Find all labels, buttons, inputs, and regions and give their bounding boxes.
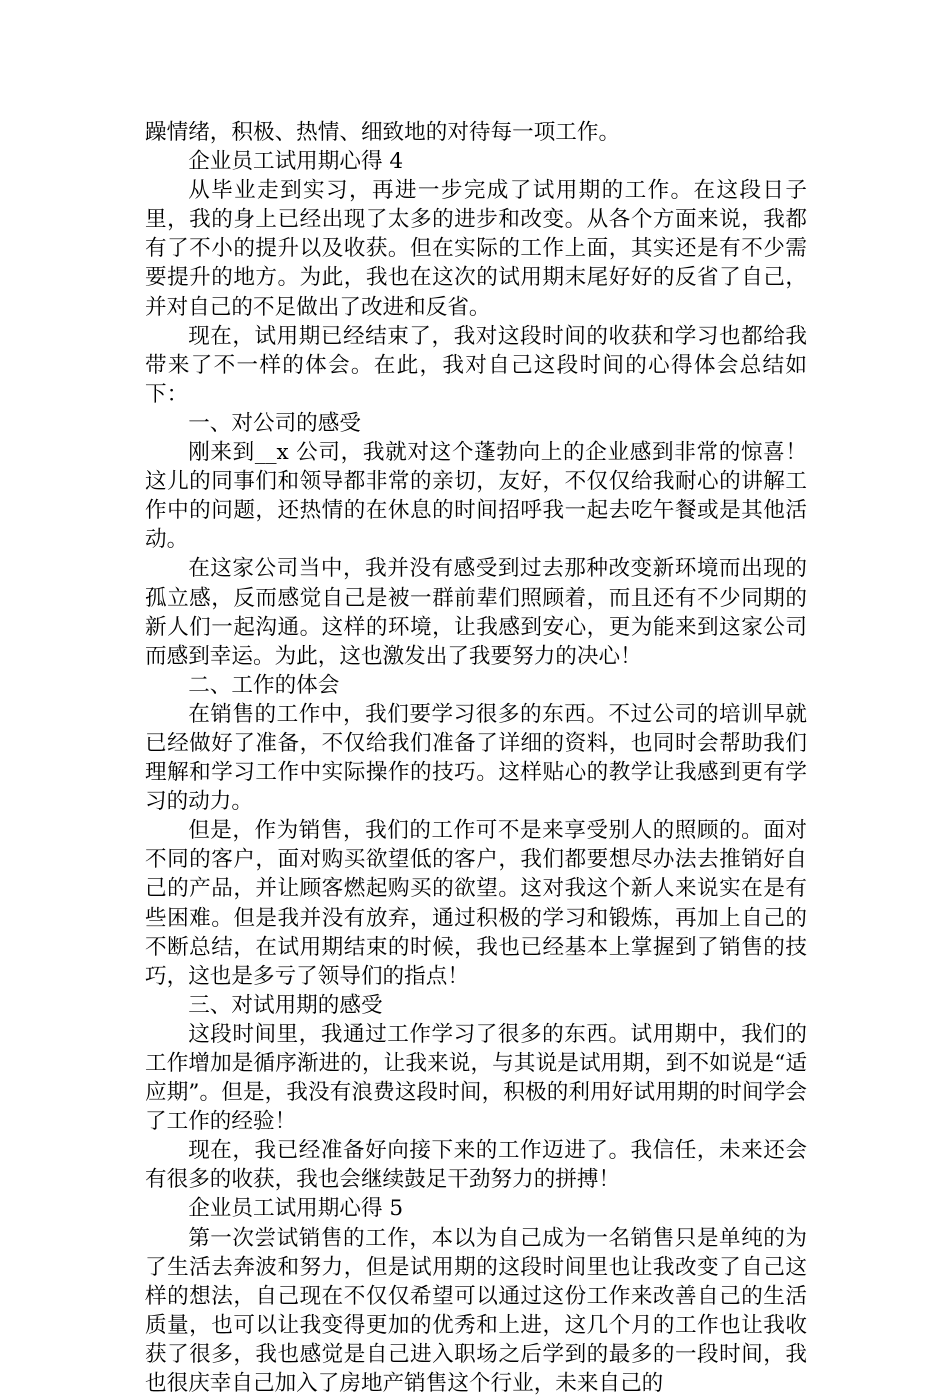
section-heading: 企业员工试用期心得 4 (188, 149, 404, 175)
paragraph: 躁情绪，积极、热情、细致地的对待每一项工作。 (145, 120, 621, 145)
section-heading: 三、对试用期的感受 (188, 992, 383, 1018)
paragraph: 从毕业走到实习，再进一步完成了试用期的工作。在这段日子里，我的身上已经出现了太多的进步和改变。从各个方面来说，我都有了不小的提升以及收获。但在实际的工作上面，其实还是有不少需要提升的地方。为此，我也在这次的试用期末尾好好的反省了自己，并对自己的不足做出了改进和反省。 (145, 178, 807, 320)
paragraph: 刚来到__x 公司，我就对这个蓬勃向上的企业感到非常的惊喜！这儿的同事们和领导都非常的亲切，友好，不仅仅给我耐心的讲解工作中的问题，还热情的在休息的时间招呼我一起去吃午餐或是其他活动。 (145, 440, 807, 553)
document-body (145, 118, 807, 1398)
section-heading: 企业员工试用期心得 5 (188, 1196, 404, 1222)
section-heading: 二、工作的体会 (188, 672, 340, 698)
paragraph: 现在，我已经准备好向接下来的工作迈进了。我信任，未来还会有很多的收获，我也会继续鼓足干劲努力的拼搏！ (145, 1138, 807, 1193)
paragraph: 这段时间里，我通过工作学习了很多的东西。试用期中，我们的工作增加是循序渐进的，让我来说，与其说是试用期，到不如说是“适应期”。但是，我没有浪费这段时间，积极的利用好试用期的时间学会了工作的经验！ (145, 1021, 807, 1135)
paragraph: 在这家公司当中，我并没有感受到过去那种改变新环境而出现的孤立感，反而感觉自己是被一群前辈们照顾着，而且还有不少同期的新人们一起沟通。这样的环境，让我感到安心，更为能来到这家公司而感到幸运。为此，这也激发出了我要努力的决心！ (145, 556, 807, 669)
paragraph: 在销售的工作中，我们要学习很多的东西。不过公司的培训早就已经做好了准备，不仅给我们准备了详细的资料，也同时会帮助我们理解和学习工作中实际操作的技巧。这样贴心的教学让我感到更有学习的动力。 (145, 701, 807, 815)
paragraph: 但是，作为销售，我们的工作可不是来享受别人的照顾的。面对不同的客户，面对购买欲望低的客户，我们都要想尽办法去推销好自己的产品，并让顾客燃起购买的欲望。这对我这个新人来说实在是有些困难。但是我并没有放弃，通过积极的学习和锻炼，再加上自己的不断总结，在试用期结束的时候，我也已经基本上掌握到了销售的技巧，这也是多亏了领导们的指点！ (145, 818, 807, 989)
section-heading: 一、对公司的感受 (188, 410, 361, 436)
paragraph: 第一次尝试销售的工作，本以为自己成为一名销售只是单纯的为了生活去奔波和努力，但是试用期的这段时间里也让我改变了自己这样的想法，自己现在不仅仅希望可以通过这份工作来改善自己的生活质量，也可以让我变得更加的优秀和上进，这几个月的工作也让我收获了很多，我也感觉是自己进入职场之后学到的最多的一段时间，我也很庆幸自己加入了房地产销售这个行业，未来自己的 (145, 1225, 807, 1397)
paragraph: 现在，试用期已经结束了，我对这段时间的收获和学习也都给我带来了不一样的体会。在此，我对自己这段时间的心得体会总结如下： (145, 323, 807, 407)
